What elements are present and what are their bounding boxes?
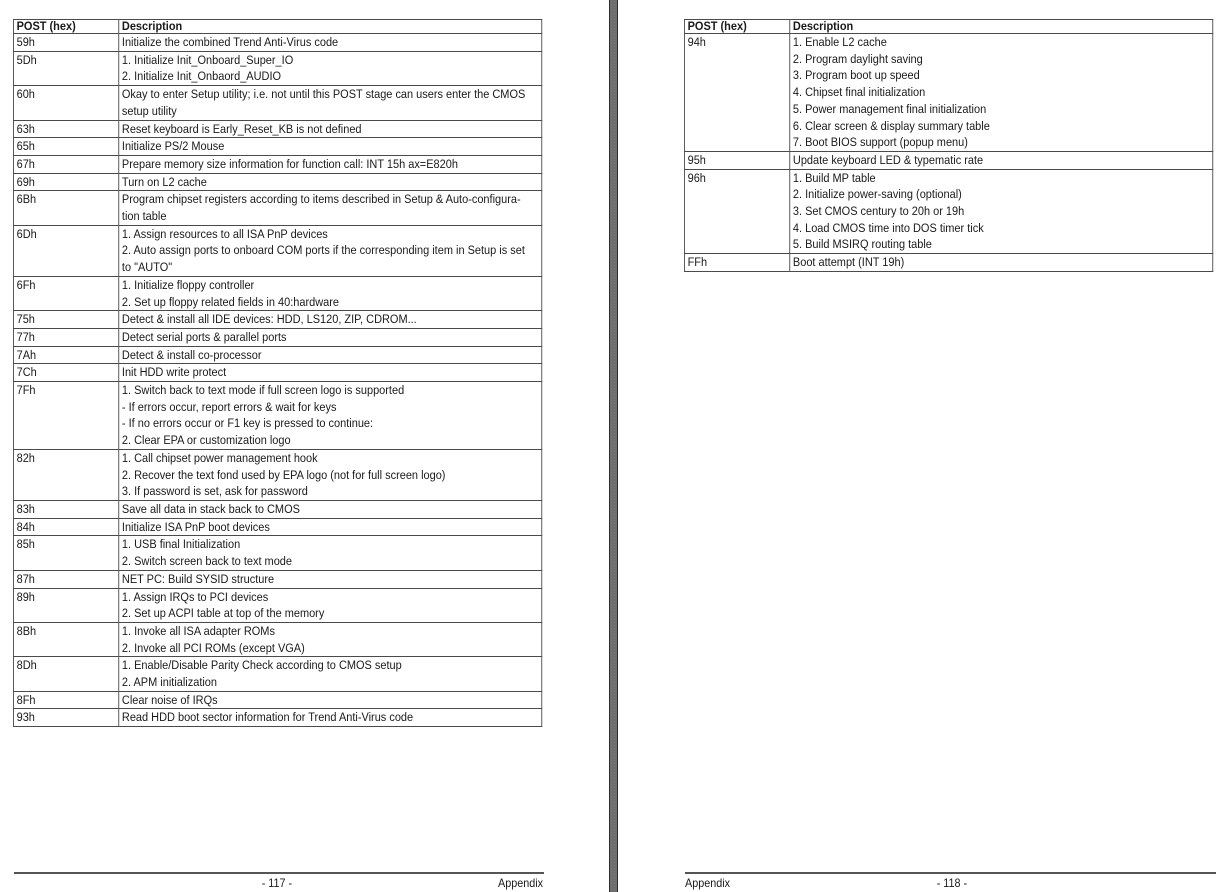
description-line: - If errors occur, report errors & wait for keys (121, 399, 337, 414)
post-code-cell: 8Fh (13, 691, 118, 709)
description-line: 2. Auto assign ports to onboard COM ports if the corresponding item in Setup is set (121, 243, 525, 258)
description-line: Initialize PS/2 Mouse (121, 139, 225, 154)
description-cell (119, 709, 542, 727)
table-row (13, 364, 541, 382)
description-cell (119, 138, 542, 156)
post-code-cell: 65h (13, 138, 118, 156)
description-line: Save all data in stack back to CMOS (121, 501, 300, 516)
description-line: Reset keyboard is Early_Reset_KB is not defined (121, 121, 362, 136)
description-line: NET PC: Build SYSID structure (121, 571, 275, 586)
description-line: 3. If password is set, ask for password (121, 484, 308, 499)
description-line: 4. Chipset final initialization (792, 85, 926, 100)
table-row (13, 34, 541, 52)
table-row (13, 622, 541, 656)
description-line: 3. Set CMOS century to 20h or 19h (792, 204, 965, 219)
description-line: 5. Power management final initialization (792, 101, 987, 116)
description-line: 4. Load CMOS time into DOS timer tick (792, 220, 984, 235)
description-cell (119, 657, 542, 691)
page-number: - 118 - (936, 876, 968, 890)
description-line: Program chipset registers according to items described in Setup & Auto-configura- (121, 192, 521, 207)
description-line: 7. Boot BIOS support (popup menu) (792, 135, 968, 150)
description-cell (119, 691, 542, 709)
column-header-description: Description (790, 20, 1213, 34)
description-line: tion table (121, 209, 167, 224)
description-line: 2. Switch screen back to text mode (121, 554, 292, 569)
column-header-description: Description (119, 20, 542, 34)
description-line: 5. Build MSIRQ routing table (792, 237, 932, 252)
table-body (684, 34, 1212, 272)
post-code-cell: 7Fh (13, 382, 118, 450)
post-code-cell: 89h (13, 588, 118, 622)
post-code-cell: 8Bh (13, 622, 118, 656)
post-code-cell: 77h (13, 328, 118, 346)
description-line: 1. Assign resources to all ISA PnP devices (121, 226, 328, 241)
description-cell (790, 254, 1213, 272)
description-line: 3. Program boot up speed (792, 68, 920, 83)
page-number: - 117 - (261, 876, 293, 890)
table-row (13, 225, 541, 276)
description-line: 1. Build MP table (792, 170, 876, 185)
description-line: 2. Initialize Init_Onbaord_AUDIO (121, 69, 282, 84)
description-cell (119, 449, 542, 500)
table-row (13, 518, 541, 536)
description-cell (119, 276, 542, 310)
footer-rule (685, 872, 1216, 874)
post-code-cell: 59h (13, 34, 118, 52)
post-code-cell: 84h (13, 518, 118, 536)
column-header-post-hex: POST (hex) (684, 20, 789, 34)
right-page (618, 0, 1232, 892)
table-row (13, 449, 541, 500)
post-code-cell: 82h (13, 449, 118, 500)
table-body (13, 34, 541, 727)
description-line: 2. Initialize power-saving (optional) (792, 187, 962, 202)
page-spine-divider (609, 0, 618, 892)
description-cell (119, 570, 542, 588)
table-row (13, 51, 541, 85)
footer-rule (14, 872, 544, 874)
description-line: Initialize the combined Trend Anti-Virus code (121, 35, 339, 49)
description-cell (119, 191, 542, 225)
post-code-table (13, 19, 542, 727)
description-cell (119, 86, 542, 120)
table-header-row (684, 20, 1212, 34)
post-code-cell: 94h (684, 34, 789, 152)
description-line: Update keyboard LED & typematic rate (792, 152, 984, 167)
table-row (684, 254, 1212, 272)
table-row (13, 173, 541, 191)
description-line: 1. Initialize Init_Onboard_Super_IO (121, 52, 294, 67)
description-line: 1. Call chipset power management hook (121, 450, 318, 465)
description-line: 2. Set up floppy related fields in 40:hardware (121, 294, 339, 309)
description-line: 2. Set up ACPI table at top of the memory (121, 606, 325, 621)
description-line: 1. Invoke all ISA adapter ROMs (121, 623, 275, 638)
description-line: 6. Clear screen & display summary table (792, 118, 990, 133)
post-code-cell: 87h (13, 570, 118, 588)
post-code-cell: 95h (684, 151, 789, 169)
description-cell (119, 346, 542, 364)
post-code-table (684, 19, 1213, 272)
description-line: 1. Enable/Disable Parity Check according to CMOS setup (121, 658, 402, 673)
table-row (13, 86, 541, 120)
table-row (13, 328, 541, 346)
description-line: to "AUTO" (121, 260, 173, 275)
description-cell (119, 500, 542, 518)
description-cell (119, 34, 542, 52)
column-header-post-hex: POST (hex) (13, 20, 118, 34)
table-row (13, 691, 541, 709)
post-code-cell: 69h (13, 173, 118, 191)
table-row (13, 120, 541, 138)
table-header-row (13, 20, 541, 34)
description-line: 1. USB final Initialization (121, 537, 241, 552)
description-line: 2. Program daylight saving (792, 51, 923, 66)
post-code-cell: 5Dh (13, 51, 118, 85)
description-line: Prepare memory size information for function call: INT 15h ax=E820h (121, 156, 458, 171)
description-line: 1. Enable L2 cache (792, 35, 887, 49)
table-row (13, 570, 541, 588)
description-cell (119, 588, 542, 622)
post-code-cell: 7Ah (13, 346, 118, 364)
post-code-cell: 93h (13, 709, 118, 727)
description-cell (790, 169, 1213, 254)
table-row (13, 346, 541, 364)
description-cell (119, 225, 542, 276)
description-cell (119, 173, 542, 191)
table-row (13, 155, 541, 173)
table-row (13, 588, 541, 622)
description-line: Boot attempt (INT 19h) (792, 255, 905, 270)
description-line: setup utility (121, 103, 177, 118)
description-cell (119, 382, 542, 450)
table-row (13, 500, 541, 518)
table-row (13, 311, 541, 329)
footer-section-title: Appendix (685, 876, 731, 890)
post-code-cell: 60h (13, 86, 118, 120)
description-cell (119, 518, 542, 536)
post-code-cell: 6Bh (13, 191, 118, 225)
description-line: 1. Switch back to text mode if full screen logo is supported (121, 383, 405, 398)
description-cell (790, 151, 1213, 169)
description-line: Detect serial ports & parallel ports (121, 329, 287, 344)
post-code-cell: FFh (684, 254, 789, 272)
table-row (13, 709, 541, 727)
description-cell (119, 622, 542, 656)
description-cell (790, 34, 1213, 152)
description-line: 1. Initialize floppy controller (121, 277, 255, 292)
description-line: Init HDD write protect (121, 365, 227, 380)
description-cell (119, 311, 542, 329)
table-row (684, 151, 1212, 169)
description-cell (119, 364, 542, 382)
post-code-cell: 96h (684, 169, 789, 254)
table-row (13, 536, 541, 570)
post-code-cell: 85h (13, 536, 118, 570)
table-row (13, 657, 541, 691)
description-line: Okay to enter Setup utility; i.e. not until this POST stage can users enter the CMOS (121, 87, 526, 102)
table-row (684, 34, 1212, 152)
table-row (13, 138, 541, 156)
description-cell (119, 328, 542, 346)
description-line: Read HDD boot sector information for Trend Anti-Virus code (121, 710, 414, 725)
description-cell (119, 51, 542, 85)
description-cell (119, 120, 542, 138)
post-code-cell: 83h (13, 500, 118, 518)
description-line: Clear noise of IRQs (121, 692, 218, 707)
left-page (0, 0, 609, 892)
table-row (13, 276, 541, 310)
description-cell (119, 155, 542, 173)
post-code-cell: 7Ch (13, 364, 118, 382)
description-line: 2. APM initialization (121, 675, 218, 690)
post-code-cell: 8Dh (13, 657, 118, 691)
footer-section-title: Appendix (498, 876, 544, 890)
description-line: 2. Invoke all PCI ROMs (except VGA) (121, 640, 305, 655)
description-line: 2. Clear EPA or customization logo (121, 433, 291, 448)
description-line: 2. Recover the text fond used by EPA logo (not for full screen logo) (121, 467, 446, 482)
post-code-cell: 6Dh (13, 225, 118, 276)
description-line: Detect & install all IDE devices: HDD, LS120, ZIP, CDROM... (121, 312, 417, 327)
post-code-cell: 63h (13, 120, 118, 138)
table-row (684, 169, 1212, 254)
description-line: 1. Assign IRQs to PCI devices (121, 589, 269, 604)
post-code-cell: 75h (13, 311, 118, 329)
table-row (13, 191, 541, 225)
description-line: Detect & install co-processor (121, 347, 262, 362)
description-line: - If no errors occur or F1 key is pressed to continue: (121, 416, 374, 431)
description-line: Turn on L2 cache (121, 174, 207, 189)
post-code-cell: 67h (13, 155, 118, 173)
post-code-cell: 6Fh (13, 276, 118, 310)
table-row (13, 382, 541, 450)
description-line: Initialize ISA PnP boot devices (121, 519, 270, 534)
description-cell (119, 536, 542, 570)
